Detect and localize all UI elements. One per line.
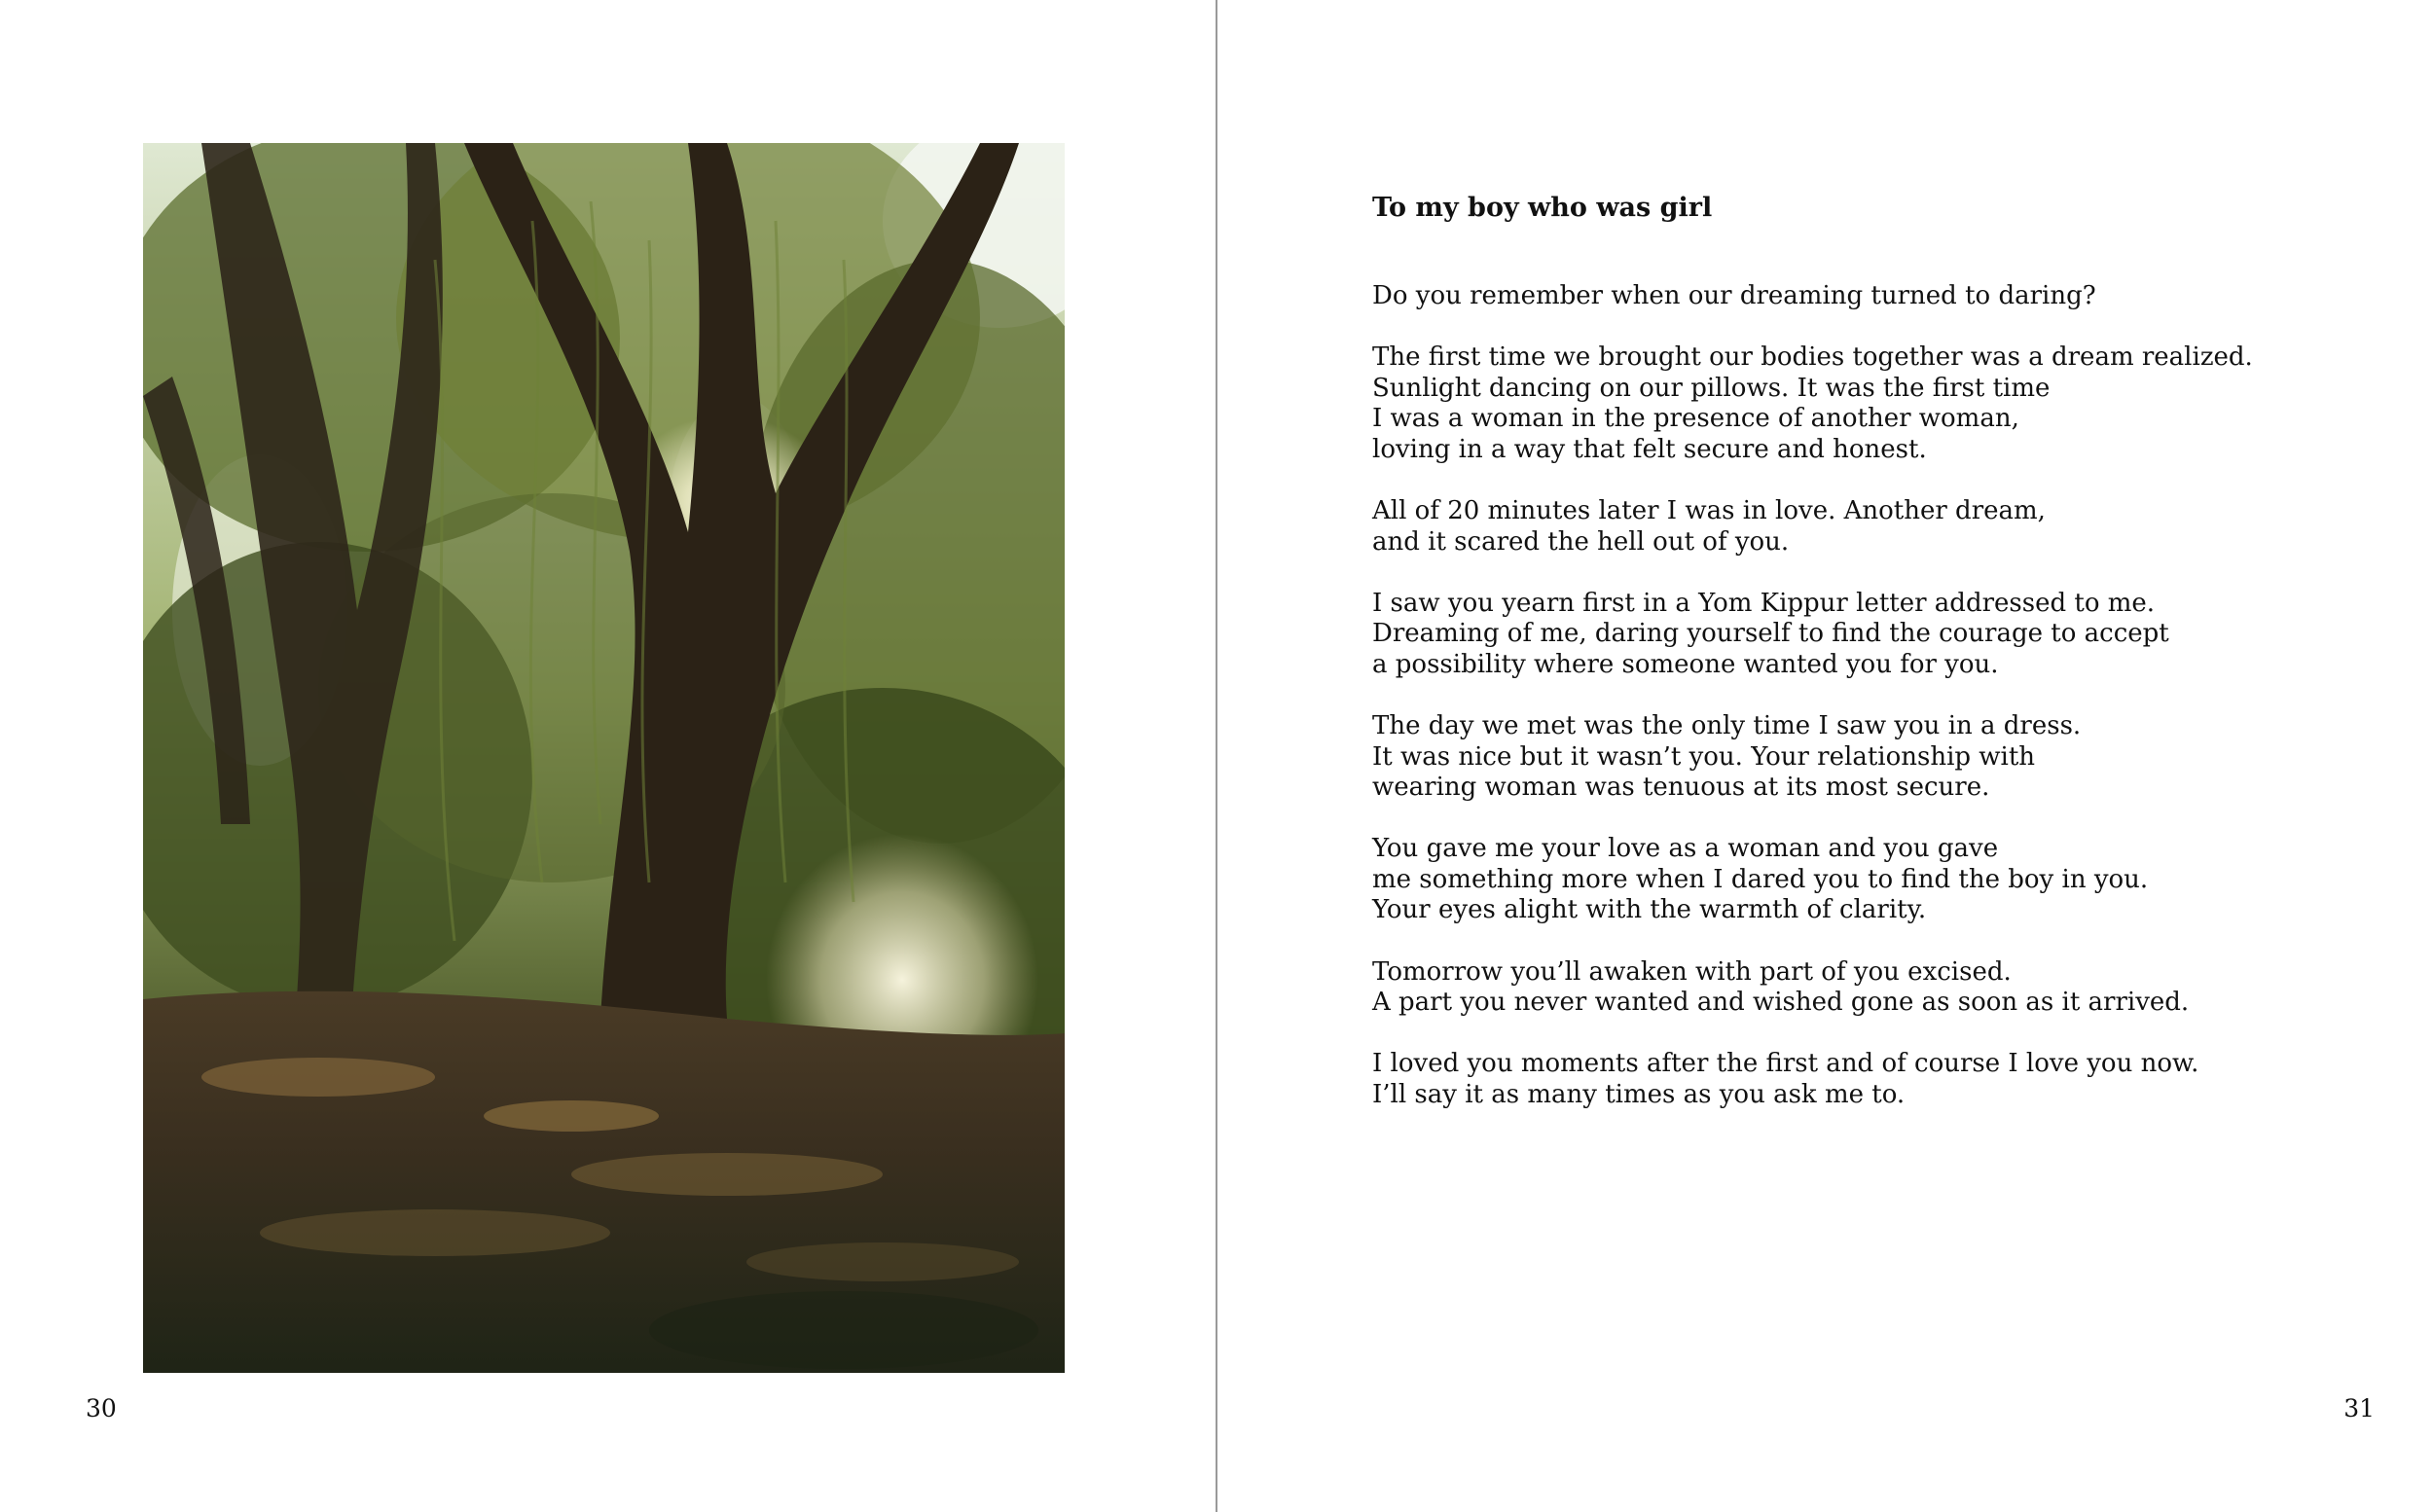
stanza bbox=[1372, 834, 2306, 926]
stanza bbox=[1372, 281, 2306, 312]
poem-line: loving in a way that felt secure and honest. bbox=[1372, 434, 1927, 464]
poem-line: Tomorrow you’ll awaken with part of you excised. bbox=[1372, 956, 2012, 987]
poem-line: I was a woman in the presence of another woman, bbox=[1372, 404, 2019, 434]
stanza bbox=[1372, 342, 2306, 465]
stanza bbox=[1372, 1049, 2306, 1110]
page-number-left: 30 bbox=[86, 1394, 117, 1422]
poem-line: All of 20 minutes later I was in love. Another dream, bbox=[1372, 495, 2046, 525]
poem-line: and it scared the hell out of you. bbox=[1372, 526, 1790, 557]
poem-line: I saw you yearn first in a Yom Kippur letter addressed to me. bbox=[1372, 588, 2156, 618]
poem-line: me something more when I dared you to find the boy in you. bbox=[1372, 864, 2149, 894]
stanza bbox=[1372, 711, 2306, 804]
poem-line: Dreaming of me, daring yourself to find the courage to accept bbox=[1372, 619, 2169, 649]
poem-title: To my boy who was girl bbox=[1372, 193, 1713, 223]
poem-line: a possibility where someone wanted you for you. bbox=[1372, 649, 1999, 679]
right-page bbox=[1217, 0, 2433, 1512]
poem-line: The first time we brought our bodies together was a dream realized. bbox=[1372, 342, 2253, 373]
page-number-right: 31 bbox=[2343, 1394, 2375, 1422]
poem-line: The day we met was the only time I saw you in a dress. bbox=[1372, 710, 2082, 740]
poem bbox=[1372, 191, 2306, 1141]
tree-photo bbox=[143, 143, 1065, 1373]
poem-line: Sunlight dancing on our pillows. It was the first time bbox=[1372, 373, 2051, 403]
poem-line: Your eyes alight with the warmth of clarity. bbox=[1372, 895, 1927, 925]
stanza bbox=[1372, 496, 2306, 558]
stanza bbox=[1372, 957, 2306, 1019]
stanza bbox=[1372, 589, 2306, 681]
poem-line: Do you remember when our dreaming turned to daring? bbox=[1372, 281, 2096, 310]
poem-line: It was nice but it wasn’t you. Your relationship with bbox=[1372, 741, 2036, 772]
poem-line: I’ll say it as many times as you ask me to. bbox=[1372, 1079, 1906, 1109]
poem-line: wearing woman was tenuous at its most secure. bbox=[1372, 773, 1990, 803]
left-page bbox=[0, 0, 1216, 1512]
tree-photo-icon bbox=[143, 143, 1065, 1373]
poem-line: A part you never wanted and wished gone as soon as it arrived. bbox=[1372, 988, 2190, 1018]
poem-line: You gave me your love as a woman and you gave bbox=[1372, 834, 1999, 864]
poem-line: I loved you moments after the first and of course I love you now. bbox=[1372, 1049, 2199, 1079]
